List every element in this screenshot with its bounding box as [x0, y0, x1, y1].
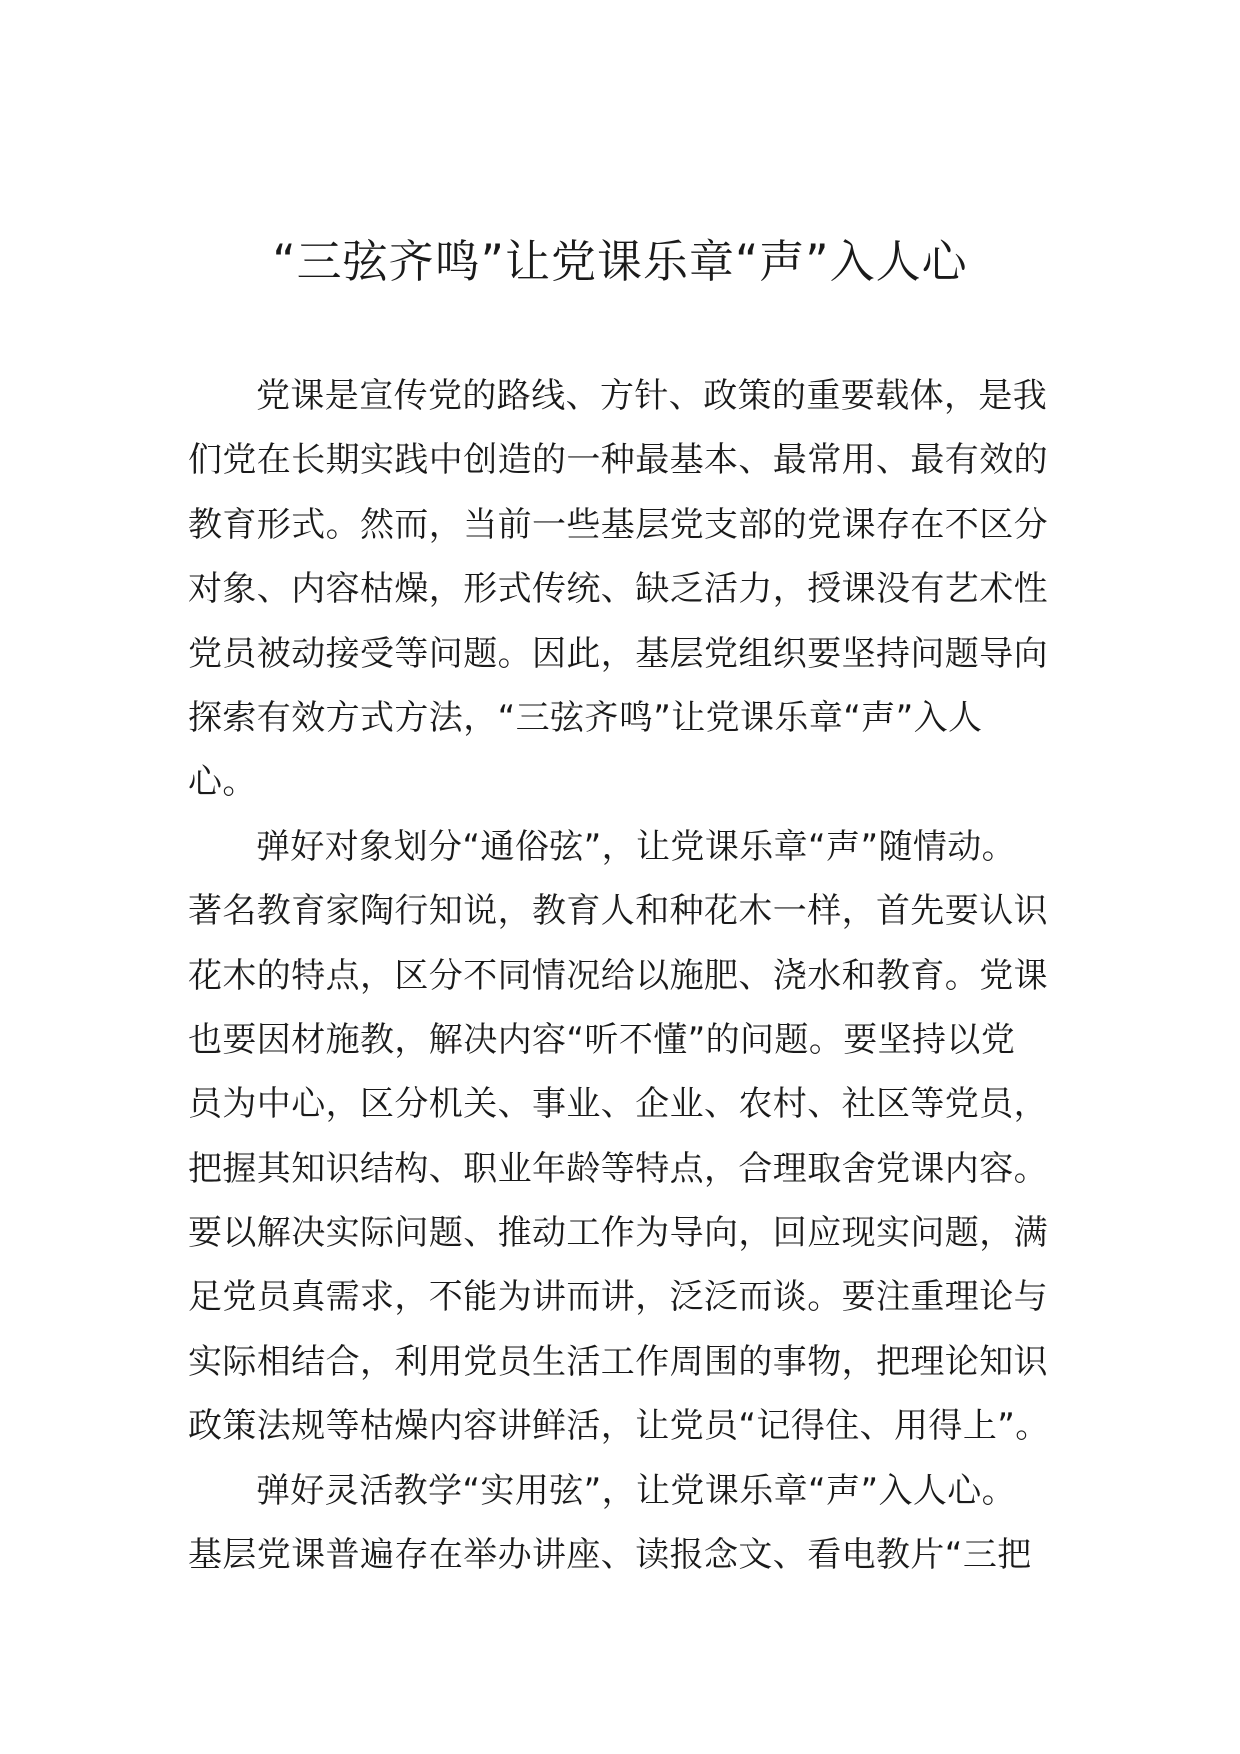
text-line: 员为中心，区分机关、事业、企业、农村、社区等党员，: [188, 1084, 1048, 1125]
text-line: 花木的特点，区分不同情况给以施肥、浇水和教育。党课: [188, 955, 1048, 996]
text-line: 弹好对象划分“通俗弦”，让党课乐章“声”随情动。: [256, 826, 1017, 867]
text-line: 党课是宣传党的路线、方针、政策的重要载体，是我: [256, 376, 1048, 416]
text-line: 实际相结合，利用党员生活工作周围的事物，把理论知识: [188, 1341, 1048, 1382]
text-line: 心。: [188, 762, 257, 803]
text-line: 政策法规等枯燥内容讲鲜活，让党员“记得住、用得上”。: [188, 1406, 1050, 1447]
text-line: 足党员真需求，不能为讲而讲，泛泛而谈。要注重理论与: [188, 1277, 1048, 1318]
text-line: 弹好灵活教学“实用弦”，让党课乐章“声”入人心。: [256, 1470, 1017, 1511]
text-line: 把握其知识结构、职业年龄等特点，合理取舍党课内容。: [188, 1148, 1048, 1189]
text-line: 探索有效方式方法，“三弦齐鸣”让党课乐章“声”入人: [188, 697, 983, 738]
text-line: 教育形式。然而，当前一些基层党支部的党课存在不区分: [188, 504, 1048, 545]
text-line: 也要因材施教，解决内容“听不懂”的问题。要坚持以党: [188, 1019, 1016, 1060]
document-body: [188, 364, 1088, 1587]
text-line: 要以解决实际问题、推动工作为导向，回应现实问题，满: [188, 1213, 1048, 1254]
document-title: “三弦齐鸣”让党课乐章“声”入人心: [272, 235, 968, 288]
text-line: 们党在长期实践中创造的一种最基本、最常用、最有效的: [188, 440, 1048, 481]
text-line: 对象、内容枯燥，形式传统、缺乏活力，授课没有艺术性: [188, 569, 1048, 610]
text-line: 党员被动接受等问题。因此，基层党组织要坚持问题导向: [188, 633, 1048, 674]
text-line: 著名教育家陶行知说，教育人和种花木一样，首先要认识: [188, 891, 1048, 932]
text-line: 基层党课普遍存在举办讲座、读报念文、看电教片“三把: [188, 1535, 1032, 1576]
